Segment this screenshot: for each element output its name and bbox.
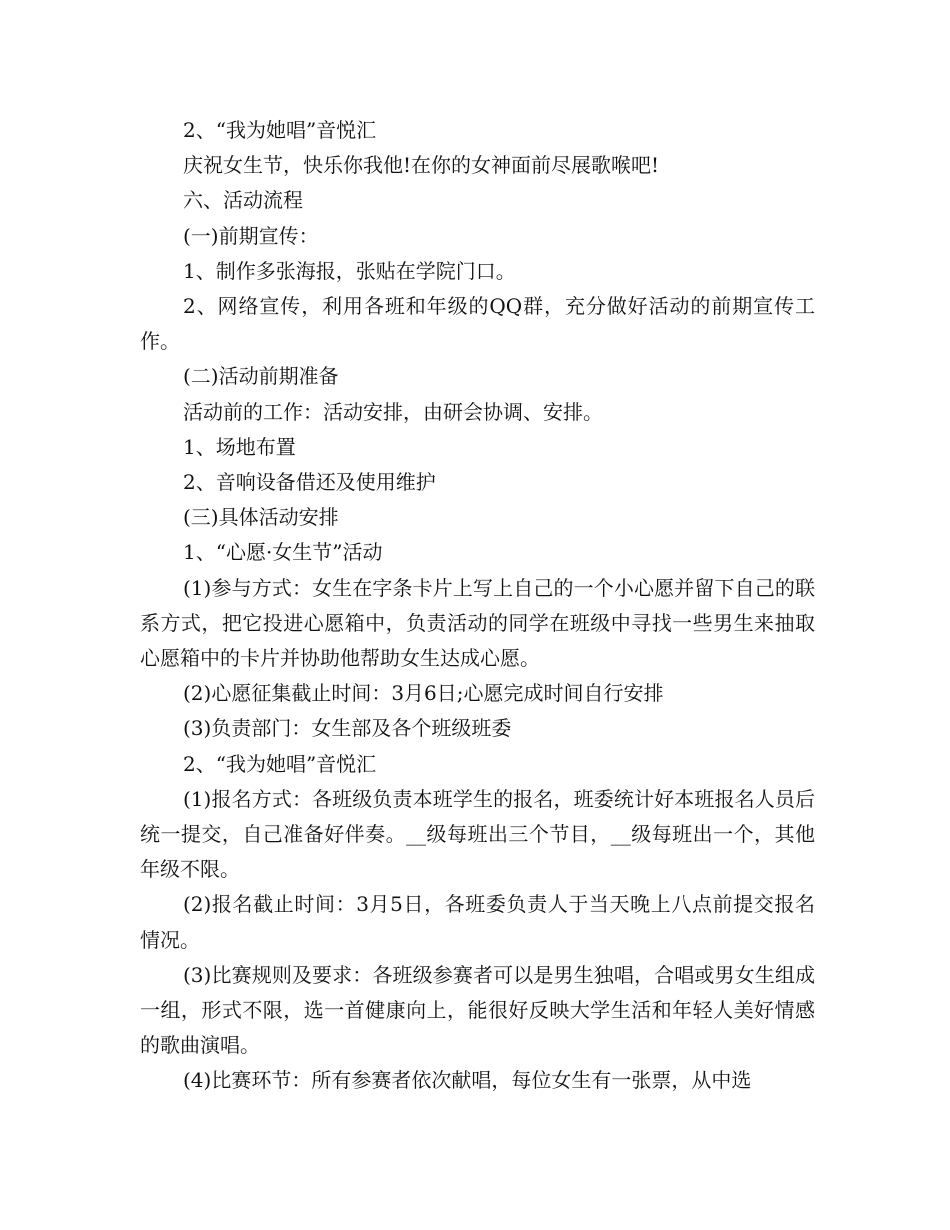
paragraph: (1)参与方式：女生在字条卡片上写上自己的一个小心愿并留下自己的联系方式，把它投进心愿箱中，负责活动的同学在班级中寻找一些男生来抽取心愿箱中的卡片并协助他帮助女生达成心愿。 — [140, 575, 815, 671]
paragraph: 1、“心愿·女生节”活动 — [183, 540, 383, 565]
paragraph: 活动前的工作：活动安排，由研会协调、安排。 — [183, 399, 603, 424]
paragraph: (2)报名截止时间：3月5日，各班委负责人于当天晚上八点前提交报名情况。 — [140, 892, 815, 952]
paragraph: (2)心愿征集截止时间：3月6日;心愿完成时间自行安排 — [183, 681, 664, 706]
paragraph: 2、“我为她唱”音悦汇 — [183, 751, 377, 776]
subsection-heading: (二)活动前期准备 — [183, 364, 339, 389]
subsection-heading: (三)具体活动安排 — [183, 505, 339, 530]
paragraph: (3)负责部门：女生部及各个班级班委 — [183, 716, 512, 741]
paragraph: 2、“我为她唱”音悦汇 — [183, 118, 377, 142]
paragraph: 2、网络宣传，利用各班和年级的QQ群，充分做好活动的前期宣传工作。 — [140, 294, 815, 354]
section-heading: 六、活动流程 — [183, 188, 303, 213]
document-body — [140, 113, 815, 1099]
subsection-heading: (一)前期宣传： — [183, 223, 319, 248]
paragraph: 2、音响设备借还及使用维护 — [183, 470, 436, 495]
paragraph: 1、场地布置 — [183, 434, 296, 459]
paragraph: 庆祝女生节，快乐你我他!在你的女神面前尽展歌喉吧! — [183, 153, 660, 178]
paragraph: 1、制作多张海报，张贴在学院门口。 — [183, 258, 516, 283]
paragraph: (4)比赛环节：所有参赛者依次献唱，每位女生有一张票，从中选 — [183, 1068, 752, 1093]
paragraph: (1)报名方式：各班级负责本班学生的报名，班委统计好本班报名人员后统一提交，自己准备好伴奏。__级每班出三个节目，__级每班出一个，其他年级不限。 — [140, 786, 815, 882]
paragraph: (3)比赛规则及要求：各班级参赛者可以是男生独唱，合唱或男女生组成一组，形式不限，选一首健康向上，能很好反映大学生活和年轻人美好情感的歌曲演唱。 — [140, 962, 815, 1058]
